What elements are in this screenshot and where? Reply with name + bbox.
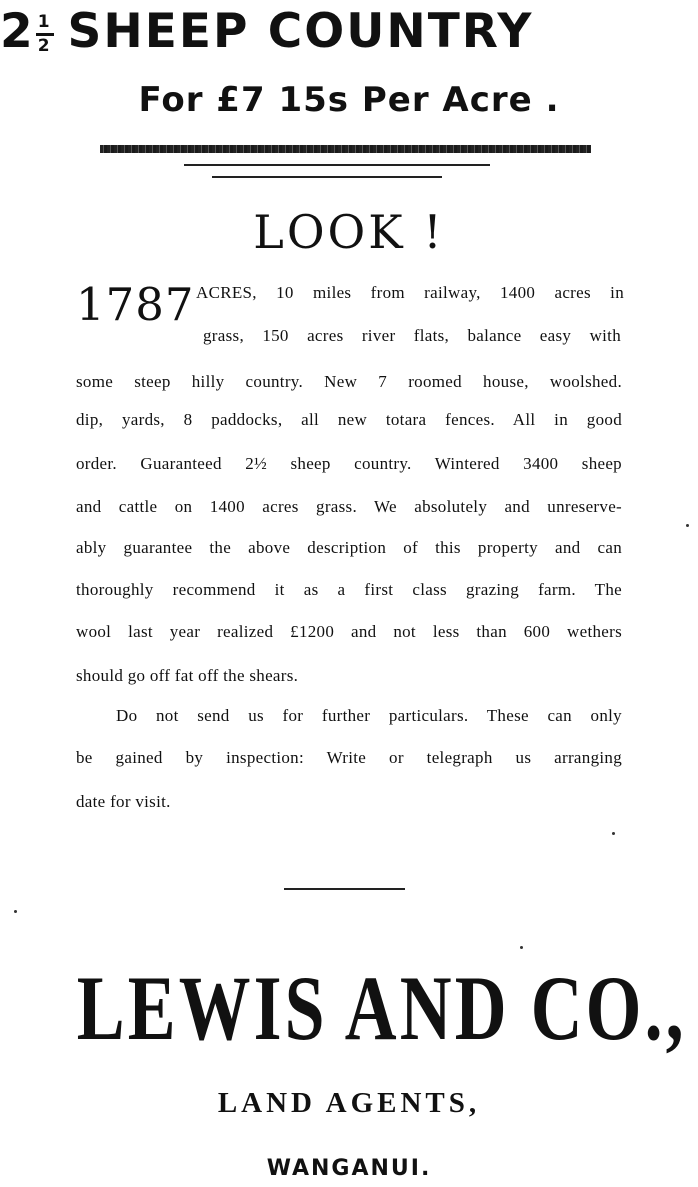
body-line: ACRES, 10 miles from railway, 1400 acres in xyxy=(196,283,624,302)
body-line: some steep hilly country. New 7 roomed house, woolshed. xyxy=(76,372,622,391)
body-line: thoroughly recommend it as a first class grazing farm. The xyxy=(76,580,622,599)
headline xyxy=(0,2,698,62)
firm-name: LEWIS AND CO., xyxy=(76,957,687,1059)
decorative-rule-thick xyxy=(100,145,591,153)
body-line: date for visit. xyxy=(76,792,171,811)
print-speck xyxy=(612,832,615,835)
fraction-denominator: 2 xyxy=(37,36,52,56)
fraction-numerator: 1 xyxy=(36,14,54,36)
body-line: and cattle on 1400 acres grass. We absolutely and unreserve- xyxy=(76,497,622,516)
body-line: wool last year realized £1200 and not less than 600 wethers xyxy=(76,622,622,641)
body-line: dip, yards, 8 paddocks, all new totara fences. All in good xyxy=(76,410,622,429)
body-line: be gained by inspection: Write or telegraph us arranging xyxy=(76,748,622,767)
decorative-rule xyxy=(212,176,442,178)
price-subheadline: For £7 15s Per Acre . xyxy=(138,80,560,120)
print-speck xyxy=(686,524,689,527)
headline-title: SHEEP COUNTRY xyxy=(67,4,534,59)
lead-acreage-number: 1787 xyxy=(76,278,195,331)
headline-number: 2 xyxy=(0,4,35,59)
firm-role: LAND AGENTS, xyxy=(217,1087,481,1119)
section-divider xyxy=(284,888,405,890)
print-speck xyxy=(14,910,17,913)
headline-fraction xyxy=(36,14,54,55)
body-line: order. Guaranteed 2½ sheep country. Wintered 3400 sheep xyxy=(76,454,622,473)
body-line: Do not send us for further particulars. These can only xyxy=(116,706,622,725)
firm-town: WANGANUI. xyxy=(266,1156,432,1181)
body-line: should go off fat off the shears. xyxy=(76,666,299,685)
body-line: grass, 150 acres river flats, balance easy with xyxy=(203,326,621,345)
body-line: ably guarantee the above description of this property and can xyxy=(76,538,622,557)
decorative-rule xyxy=(184,164,490,166)
print-speck xyxy=(520,946,523,949)
call-out-heading: LOOK ! xyxy=(253,205,445,259)
